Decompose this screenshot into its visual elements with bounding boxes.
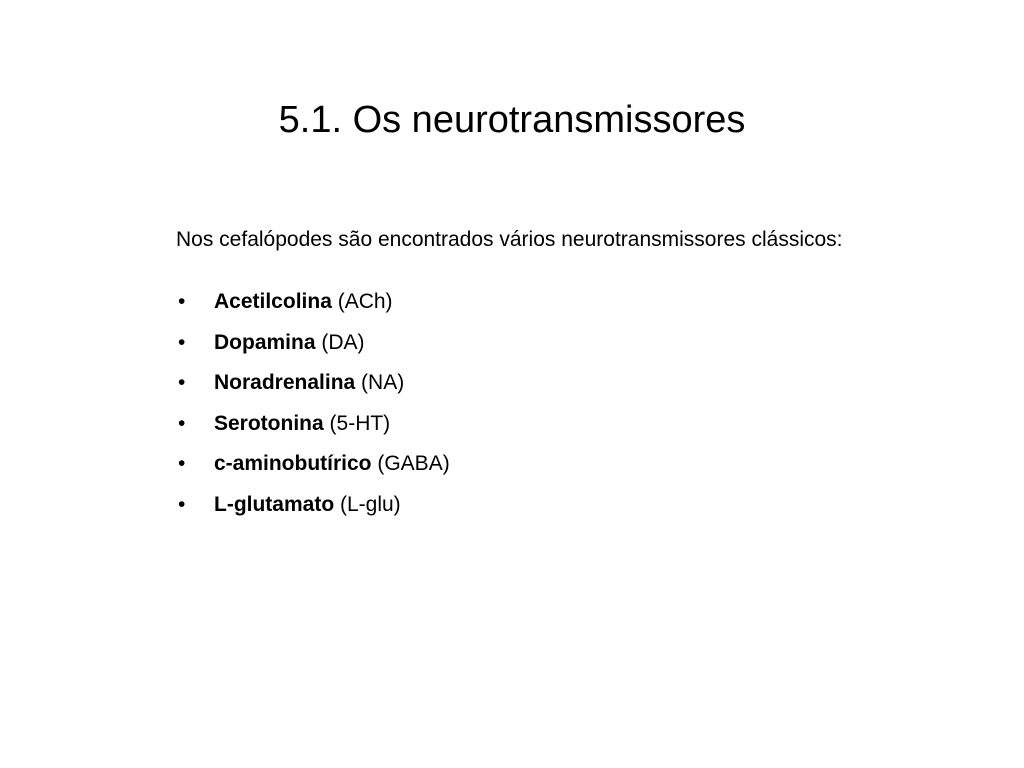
item-term: Noradrenalina [214, 371, 356, 394]
list-item [176, 288, 896, 315]
bullet-icon: • [178, 492, 186, 516]
neurotransmitter-list [176, 288, 896, 518]
slide-content [176, 222, 896, 531]
item-term: L-glutamato [214, 492, 335, 516]
list-item [176, 410, 896, 437]
list-item [176, 369, 896, 396]
bullet-icon: • [178, 452, 186, 475]
bullet-icon: • [178, 411, 186, 435]
item-abbreviation: (L-glu) [334, 492, 401, 516]
list-item [176, 491, 896, 518]
list-item [176, 329, 896, 356]
item-abbreviation: (NA) [355, 371, 405, 394]
item-abbreviation: (GABA) [371, 452, 450, 475]
item-term: Dopamina [214, 330, 316, 354]
bullet-icon: • [178, 371, 186, 394]
item-term: Serotonina [214, 411, 324, 435]
bullet-icon: • [178, 290, 186, 313]
slide-title: 5.1. Os neurotransmissores [278, 99, 746, 141]
bullet-icon: • [178, 330, 186, 354]
list-item [176, 450, 896, 477]
intro-text: Nos cefalópodes são encontrados vários neurotransmissores clássicos: [176, 228, 843, 251]
item-abbreviation: (ACh) [331, 290, 393, 313]
item-term: c-aminobutírico [214, 452, 372, 475]
item-abbreviation: (5-HT) [323, 411, 391, 435]
item-term: Acetilcolina [214, 290, 332, 313]
item-abbreviation: (DA) [315, 330, 365, 354]
